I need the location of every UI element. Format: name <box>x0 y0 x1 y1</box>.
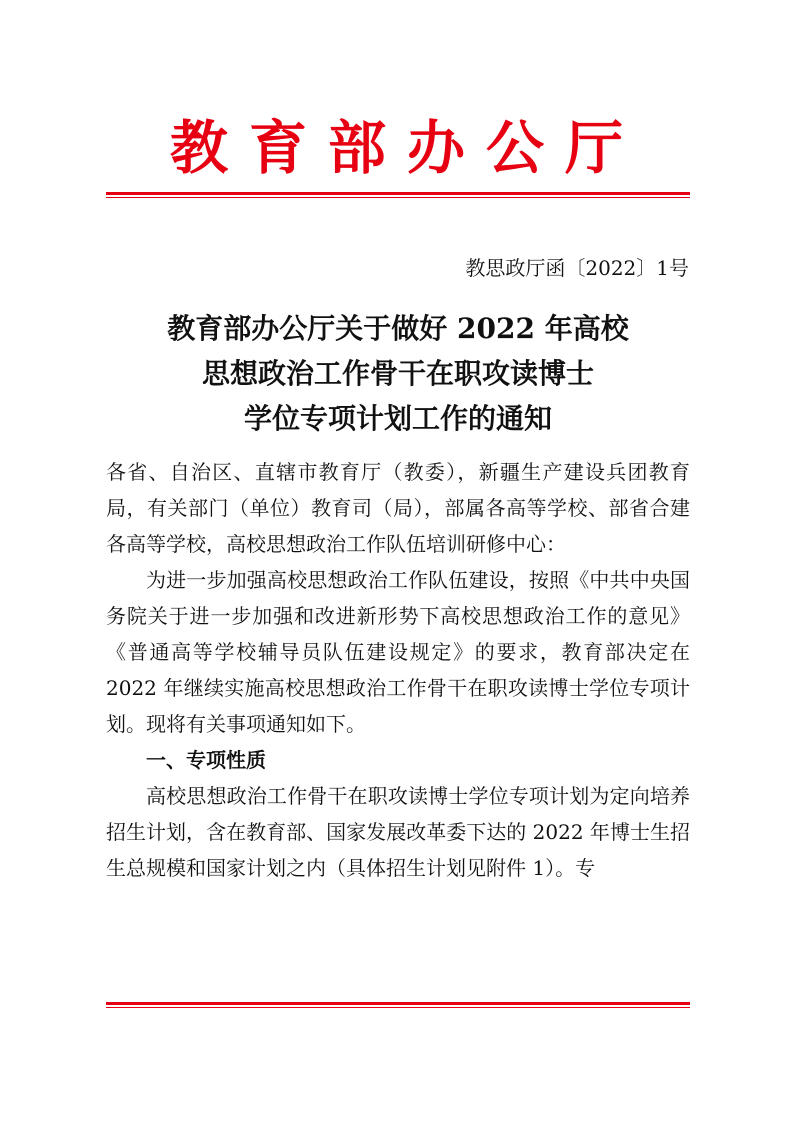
issuing-office-masthead: 教育部办公厅 <box>169 114 644 182</box>
document-body <box>106 454 690 886</box>
section-1-paragraph: 高校思想政治工作骨干在职攻读博士学位专项计划为定向培养招生计划，含在教育部、国家发展改革委下达的 2022 年博士生招生总规模和国家计划之内（具体招生计划见附件 1）。专 <box>106 784 690 880</box>
title-line: 思想政治工作骨干在职攻读博士 <box>201 357 594 390</box>
masthead-red-divider <box>106 192 690 198</box>
salutation-paragraph: 各省、自治区、直辖市教育厅（教委），新疆生产建设兵团教育局，有关部门（单位）教育司（局），部属各高等学校、部省合建各高等学校，高校思想政治工作队伍培训研修中心： <box>106 460 690 556</box>
document-title <box>106 306 690 441</box>
title-line: 教育部办公厅关于做好 2022 年高校 <box>167 312 629 345</box>
footer-red-divider <box>106 1002 690 1008</box>
section-heading-nature: 一、专项性质 <box>146 748 266 772</box>
document-number: 教思政厅函〔2022〕1号 <box>465 256 689 280</box>
title-line: 学位专项计划工作的通知 <box>243 402 552 435</box>
intro-paragraph: 为进一步加强高校思想政治工作队伍建设，按照《中共中央国务院关于进一步加强和改进新形势下高校思想政治工作的意见》《普通高等学校辅导员队伍建设规定》的要求，教育部决定在 2022 年继续实施高校思想政治工作骨干在职攻读博士学位专项计划。现将有关事项通知如下。 <box>106 568 690 736</box>
